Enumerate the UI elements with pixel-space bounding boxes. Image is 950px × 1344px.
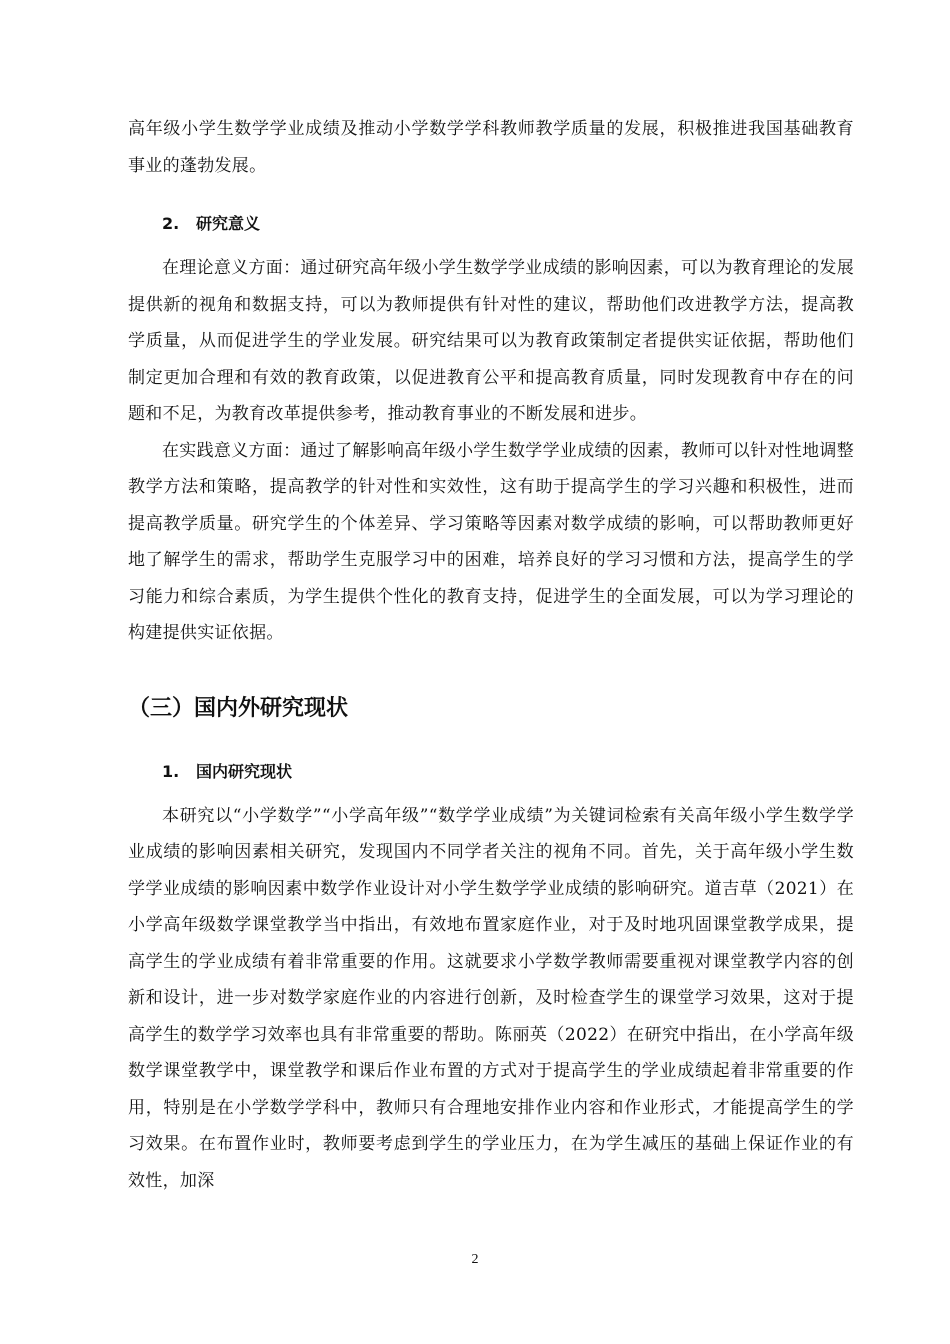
heading-number: 2. bbox=[162, 214, 180, 233]
spacer bbox=[128, 236, 854, 250]
section-heading: （三）国内外研究现状 bbox=[128, 695, 349, 721]
heading-research-significance bbox=[128, 212, 854, 236]
practice-significance-paragraph: 在实践意义方面：通过了解影响高年级小学生数学学业成绩的因素，教师可以针对性地调整教学方法和策略，提高教学的针对性和实效性，这有助于提高学生的学习兴趣和积极性，进而提高教学质量。研究学生的个体差异、学习策略等因素对数学成绩的影响，可以帮助教师更好地了解学生的需求，帮助学生克服学习中的困难，培养良好的学习习惯和方法，提高学生的学习能力和综合素质，为学生提供个性化的教育支持，促进学生的全面发展，可以为学习理论的构建提供实证依据。 bbox=[128, 440, 854, 643]
intro-paragraph: 高年级小学生数学学业成绩及推动小学数学学科教师教学质量的发展，积极推进我国基础教育事业的蓬勃发展。 bbox=[128, 119, 854, 176]
page-number: 2 bbox=[471, 1252, 479, 1267]
domestic-research-paragraph: 本研究以“小学数学”“小学高年级”“数学学业成绩”为关键词检索有关高年级小学生数学学业成绩的影响因素相关研究，发现国内不同学者关注的视角不同。首先，关于高年级小学生数学学业成绩的影响因素中数学作业设计对小学生数学学业成绩的影响研究。道吉草（2021）在小学高年级数学课堂教学当中指出，有效地布置家庭作业，对于及时地巩固课堂教学成果，提高学生的学业成绩有着非常重要的作用。这就要求小学数学教师需要重视对课堂教学内容的创新和设计，进一步对数学家庭作业的内容进行创新，及时检查学生的课堂学习效果，这对于提高学生的数学学习效率也具有非常重要的帮助。陈丽英（2022）在研究中指出，在小学高年级数学课堂教学中，课堂教学和课后作业布置的方式对于提高学生的学业成绩起着非常重要的作用，特别是在小学数学学科中，教师只有合理地安排作业内容和作业形式，才能提高学生的学习效果。在布置作业时，教师要考虑到学生的学业压力，在为学生减压的基础上保证作业的有效性，加深 bbox=[128, 805, 854, 1191]
spacer bbox=[128, 724, 854, 760]
heading-domestic-research bbox=[128, 760, 854, 784]
theory-significance-paragraph: 在理论意义方面：通过研究高年级小学生数学学业成绩的影响因素，可以为教育理论的发展提供新的视角和数据支持，可以为教师提供有针对性的建议，帮助他们改进教学方法，提高教学质量，从而促进学生的学业发展。研究结果可以为教育政策制定者提供实证依据，帮助他们制定更加合理和有效的教育政策，以促进教育公平和提高教育质量，同时发现教育中存在的问题和不足，为教育改革提供参考，推动教育事业的不断发展和进步。 bbox=[128, 258, 854, 424]
heading-title: 研究意义 bbox=[196, 214, 261, 233]
spacer bbox=[128, 652, 854, 694]
spacer bbox=[128, 784, 854, 798]
heading-title: 国内研究现状 bbox=[196, 761, 293, 781]
page-content bbox=[128, 111, 854, 1199]
spacer bbox=[128, 184, 854, 212]
heading-number: 1. bbox=[162, 761, 180, 781]
